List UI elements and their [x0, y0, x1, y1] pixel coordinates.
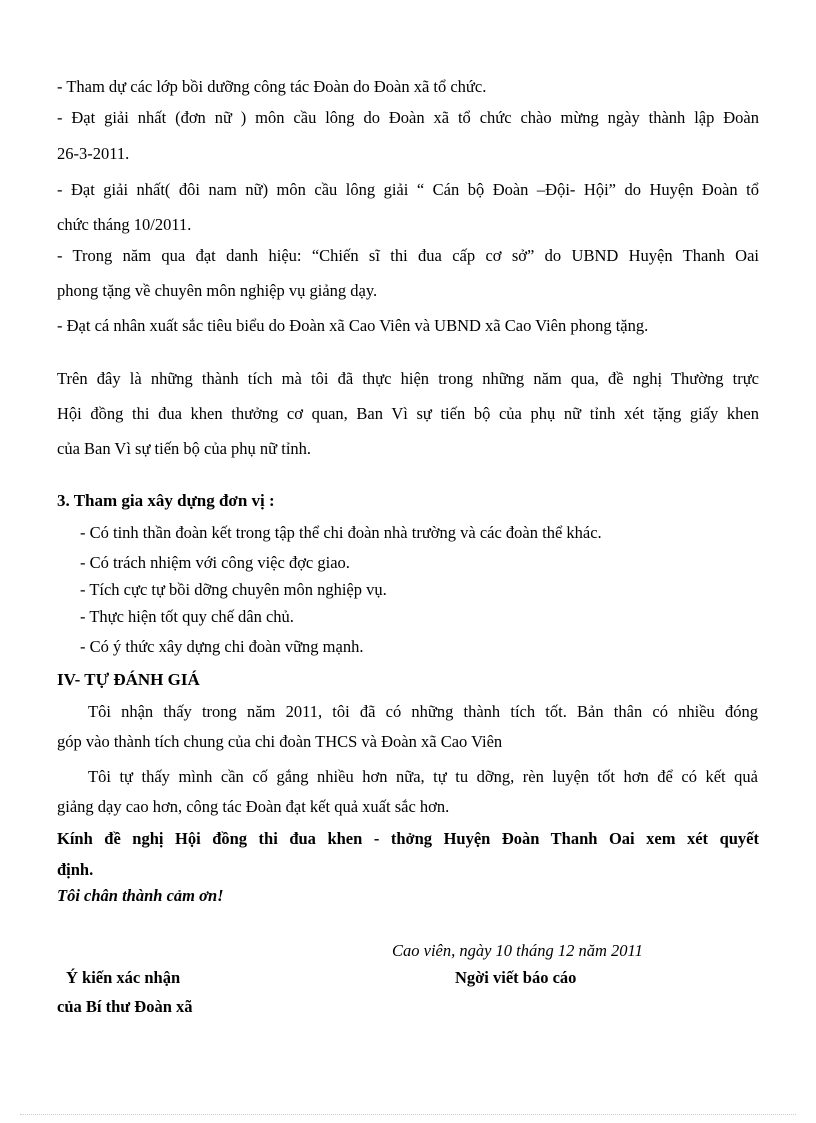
achievement-line: phong tặng về chuyên môn nghiệp vụ giảng dạy.: [57, 281, 378, 300]
page-bottom-divider: [20, 1114, 796, 1115]
thanks-line: Tôi chân thành cảm ơn!: [57, 886, 224, 905]
self-assessment-line: góp vào thành tích chung của chi đoàn THCS và Đoàn xã Cao Viên: [57, 732, 503, 751]
confirmation-label: Ý kiến xác nhận: [66, 968, 181, 987]
section-3-item: - Thực hiện tốt quy chế dân chủ.: [80, 607, 294, 626]
section-3-item: - Có trách nhiệm với công việc đợc giao.: [80, 553, 350, 572]
request-line: Kính đề nghị Hội đồng thi đua khen - thởng Huyện Đoàn Thanh Oai xem xét quyết: [57, 829, 759, 848]
self-assessment-line: Tôi tự thấy mình cần cố gắng nhiều hơn nữa, tự tu dỡng, rèn luyện tốt hơn để có kết quả: [88, 767, 758, 786]
request-line: định.: [57, 860, 94, 879]
self-assessment-line: giảng dạy cao hơn, công tác Đoàn đạt kết quả xuất sắc hơn.: [57, 797, 450, 816]
self-assessment-line: Tôi nhận thấy trong năm 2011, tôi đã có những thành tích tốt. Bản thân có nhiều đóng: [88, 702, 758, 721]
secretary-label: của Bí thư Đoàn xã: [57, 997, 193, 1016]
achievement-line: - Đạt cá nhân xuất sắc tiêu biểu do Đoàn xã Cao Viên và UBND xã Cao Viên phong tặng.: [57, 316, 649, 335]
section-3-item: - Có tinh thần đoàn kết trong tập thể chi đoàn nhà trường và các đoàn thể khác.: [80, 523, 602, 542]
achievement-line: - Trong năm qua đạt danh hiệu: “Chiến sĩ thi đua cấp cơ sở” do UBND Huyện Thanh Oai: [57, 246, 759, 265]
summary-line: Trên đây là những thành tích mà tôi đã thực hiện trong những năm qua, đề nghị Thường trực: [57, 369, 759, 388]
section-3-item: - Tích cực tự bồi dỡng chuyên môn nghiệp vụ.: [80, 580, 387, 599]
section-4-title: IV- TỰ ĐÁNH GIÁ: [57, 670, 200, 689]
achievement-line: 26-3-2011.: [57, 144, 130, 163]
section-3-item: - Có ý thức xây dựng chi đoàn vững mạnh.: [80, 637, 364, 656]
author-signature-label: Ngời viết báo cáo: [455, 968, 577, 987]
section-3-title: 3. Tham gia xây dựng đơn vị :: [57, 491, 275, 510]
date-line: Cao viên, ngày 10 tháng 12 năm 2011: [392, 941, 643, 960]
summary-line: của Ban Vì sự tiến bộ của phụ nữ tỉnh.: [57, 439, 312, 458]
achievement-line: - Tham dự các lớp bồi dưỡng công tác Đoàn do Đoàn xã tổ chức.: [57, 77, 487, 96]
summary-line: Hội đồng thi đua khen thưởng cơ quan, Ban Vì sự tiến bộ của phụ nữ tỉnh xét tặng giấy khen: [57, 404, 759, 423]
achievement-line: - Đạt giải nhất( đôi nam nữ) môn cầu lông giải “ Cán bộ Đoàn –Đội- Hội” do Huyện Đoàn tổ: [57, 180, 759, 199]
achievement-line: chức tháng 10/2011.: [57, 215, 192, 234]
achievement-line: - Đạt giải nhất (đơn nữ ) môn cầu lông do Đoàn xã tổ chức chào mừng ngày thành lập Đoàn: [57, 108, 759, 127]
